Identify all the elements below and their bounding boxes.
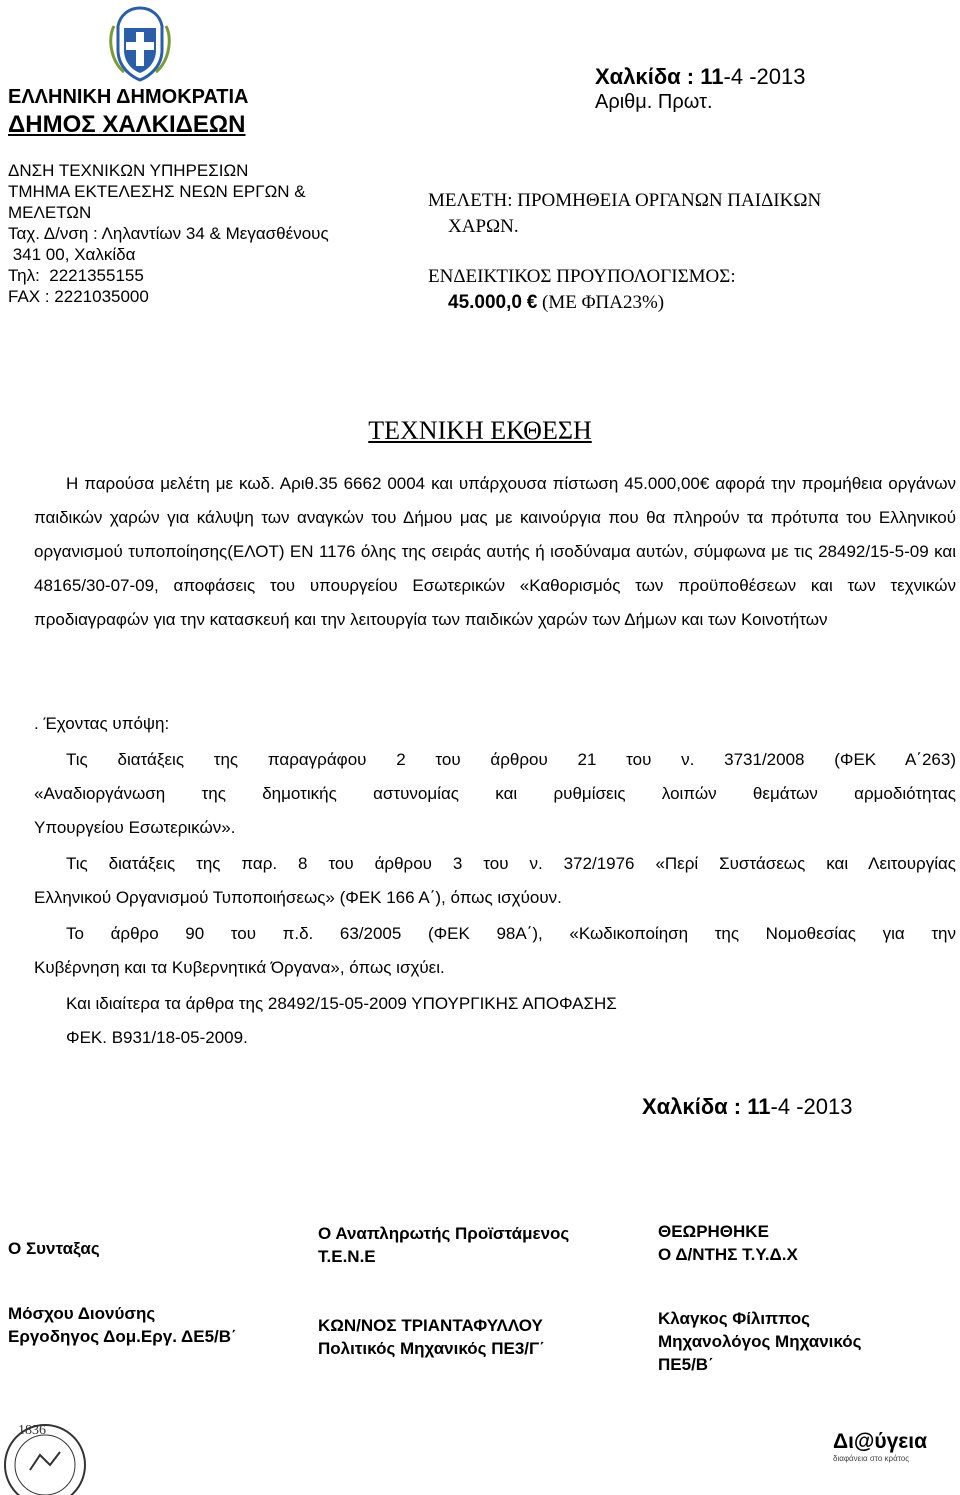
date-day: 11 (747, 1094, 771, 1119)
dept-postcode: 341 00, Χαλκίδα (8, 245, 136, 264)
diaugeia-logo (833, 1430, 943, 1480)
greek-coat-of-arms-icon (100, 4, 180, 84)
deputy-role-line2: Τ.Ε.Ν.Ε (318, 1247, 376, 1266)
director-role-line2: Ο Δ/ΝΤΗΣ Τ.Υ.Δ.Χ (658, 1245, 798, 1264)
provision-1-line2: «Αναδιοργάνωση της δημοτικής αστυνομίας και ρυθμίσεις λοιπών θεμάτων αρμοδιότητας (34, 784, 956, 803)
paragraph-intro: Η παρούσα μελέτη με κωδ. Αριθ.35 6662 0004 και υπάρχουσα πίστωση 45.000,00€ αφορά την προμήθεια οργάνων παιδικών χαρών για κάλυψη των αναγκών του Δήμου μας με καινούργια που θα πληρούν τα πρότυπα του Ελληνικού οργανισμού τυποποίησης(ΕΛΟΤ) ΕΝ 1176 όλης της σειράς αυτής ή ισοδύναμα αυτών, σύμφωνα με τις 28492/15-5-09 και 48165/30-07-09, αποφάσεις του υπουργείου Εσωτερικών «Καθορισμός των προϋποθέσεων και των τεχνικών προδιαγραφών για την κατασκευή και την λειτουργία των παιδικών χαρών των Δήμων και των Κοινοτήτων (34, 474, 956, 629)
dept-phone: Τηλ: 2221355155 (8, 266, 144, 285)
org-republic: ΕΛΛΗΝΙΚΗ ΔΗΜΟΚΡΑΤΙΑ (8, 86, 249, 108)
study-line1: ΜΕΛΕΤΗ: ΠΡΟΜΗΘΕΙΑ ΟΡΓΑΝΩΝ ΠΑΙΔΙΚΩΝ (428, 190, 822, 211)
signature-deputy-name: ΚΩΝ/ΝΟΣ ΤΡΙΑΝΤΑΦΥΛΛΟΥ (318, 1316, 543, 1335)
study-title (428, 188, 821, 240)
signature-director-name: Κλαγκος Φίλιππος (658, 1309, 810, 1328)
provision-1-line1: Τις διατάξεις της παραγράφου 2 του άρθρου 21 του ν. 3731/2008 (ΦΕΚ Α΄263) (66, 750, 956, 769)
date-sep: : (680, 64, 701, 89)
provision-3-line1: Το άρθρο 90 του π.δ. 63/2005 (ΦΕΚ 98Α΄), «Κωδικοποίηση της Νομοθεσίας για την (66, 924, 956, 943)
signature-director-title: Μηχανολόγος Μηχανικός (658, 1332, 862, 1351)
diaugeia-brand: Δι@ύγεια (833, 1430, 928, 1453)
signature-deputy-title: Πολιτικός Μηχανικός ΠΕ3/Γ΄ (318, 1339, 545, 1358)
euro-sign: € (526, 292, 538, 313)
provision-4-line2: ΦΕΚ. Β931/18-05-2009. (66, 1028, 248, 1047)
date-rest: -4 -2013 (770, 1094, 853, 1119)
signature-author-role: Ο Συνταξας (8, 1239, 100, 1258)
date-rest: -4 -2013 (723, 64, 806, 89)
signature-author-name: Μόσχου Διονύσης (8, 1304, 156, 1323)
director-role-line1: ΘΕΩΡΗΘΗΚΕ (658, 1222, 769, 1241)
diaugeia-tagline: διαφάνεια στο κράτος (833, 1454, 910, 1463)
amount-value: 45.000,0 (448, 292, 522, 313)
provision-2-line2: Ελληνικού Οργανισμού Τυποποιήσεως» (ΦΕΚ 166 Α΄), όπως ισχύουν. (34, 888, 562, 907)
signature-deputy (318, 1314, 545, 1360)
date-sep: : (727, 1094, 748, 1119)
signature-director-role (658, 1220, 798, 1266)
vat-note: (ΜΕ ΦΠΑ23%) (542, 292, 665, 313)
dept-line: ΜΕΛΕΤΩΝ (8, 203, 92, 222)
department-block (8, 160, 329, 307)
dept-fax: FAX : 2221035000 (8, 287, 149, 306)
municipal-seal-icon (0, 1410, 110, 1495)
date-label: Χαλκίδα (642, 1094, 728, 1119)
considering-line: . Έχοντας υπόψη: (34, 714, 170, 733)
signature-deputy-role (318, 1222, 569, 1268)
study-line2: ΧΑΡΩΝ. (448, 216, 519, 237)
budget-amount (448, 290, 664, 316)
signature-director-grade: ΠΕ5/Β΄ (658, 1355, 714, 1374)
budget-label: ΕΝΔΕΙΚΤΙΚΟΣ ΠΡΟΥΠΟΛΟΓΙΣΜΟΣ: (428, 266, 736, 287)
org-municipality: ΔΗΜΟΣ ΧΑΛΚΙΔΕΩΝ (8, 111, 246, 138)
date-day: 11 (700, 64, 724, 89)
seal-year: 1836 (18, 1423, 46, 1438)
provision-1-line3: Υπουργείου Εσωτερικών». (34, 818, 236, 837)
signature-author (8, 1302, 237, 1348)
report-title: ΤΕΧΝΙΚΗ ΕΚΘΕΣΗ (368, 416, 592, 445)
closing-date (642, 1094, 852, 1120)
date-label: Χαλκίδα (595, 64, 681, 89)
protocol-number: Αριθμ. Πρωτ. (595, 91, 713, 113)
dept-address: Ταχ. Δ/νση : Ληλαντίων 34 & Μεγασθένους (8, 224, 329, 243)
deputy-role-line1: Ο Αναπληρωτής Προϊστάμενος (318, 1224, 570, 1243)
header-date (595, 64, 805, 90)
dept-line: ΤΜΗΜΑ ΕΚΤΕΛΕΣΗΣ ΝΕΩΝ ΕΡΓΩΝ & (8, 182, 306, 201)
signature-director (658, 1307, 862, 1376)
provision-4-line1: Και ιδιαίτερα τα άρθρα της 28492/15-05-2009 ΥΠΟΥΡΓΙΚΗΣ ΑΠΟΦΑΣΗΣ (66, 994, 617, 1013)
provision-2-line1: Τις διατάξεις της παρ. 8 του άρθρου 3 του ν. 372/1976 «Περί Συστάσεως και Λειτουργίας (66, 854, 956, 873)
signature-author-title: Εργοδηγος Δομ.Εργ. ΔΕ5/Β΄ (8, 1327, 237, 1346)
provision-3-line2: Κυβέρνηση και τα Κυβερνητικά Όργανα», όπως ισχύει. (34, 958, 445, 977)
dept-line: ΔΝΣΗ ΤΕΧΝΙΚΩΝ ΥΠΗΡΕΣΙΩΝ (8, 161, 249, 180)
